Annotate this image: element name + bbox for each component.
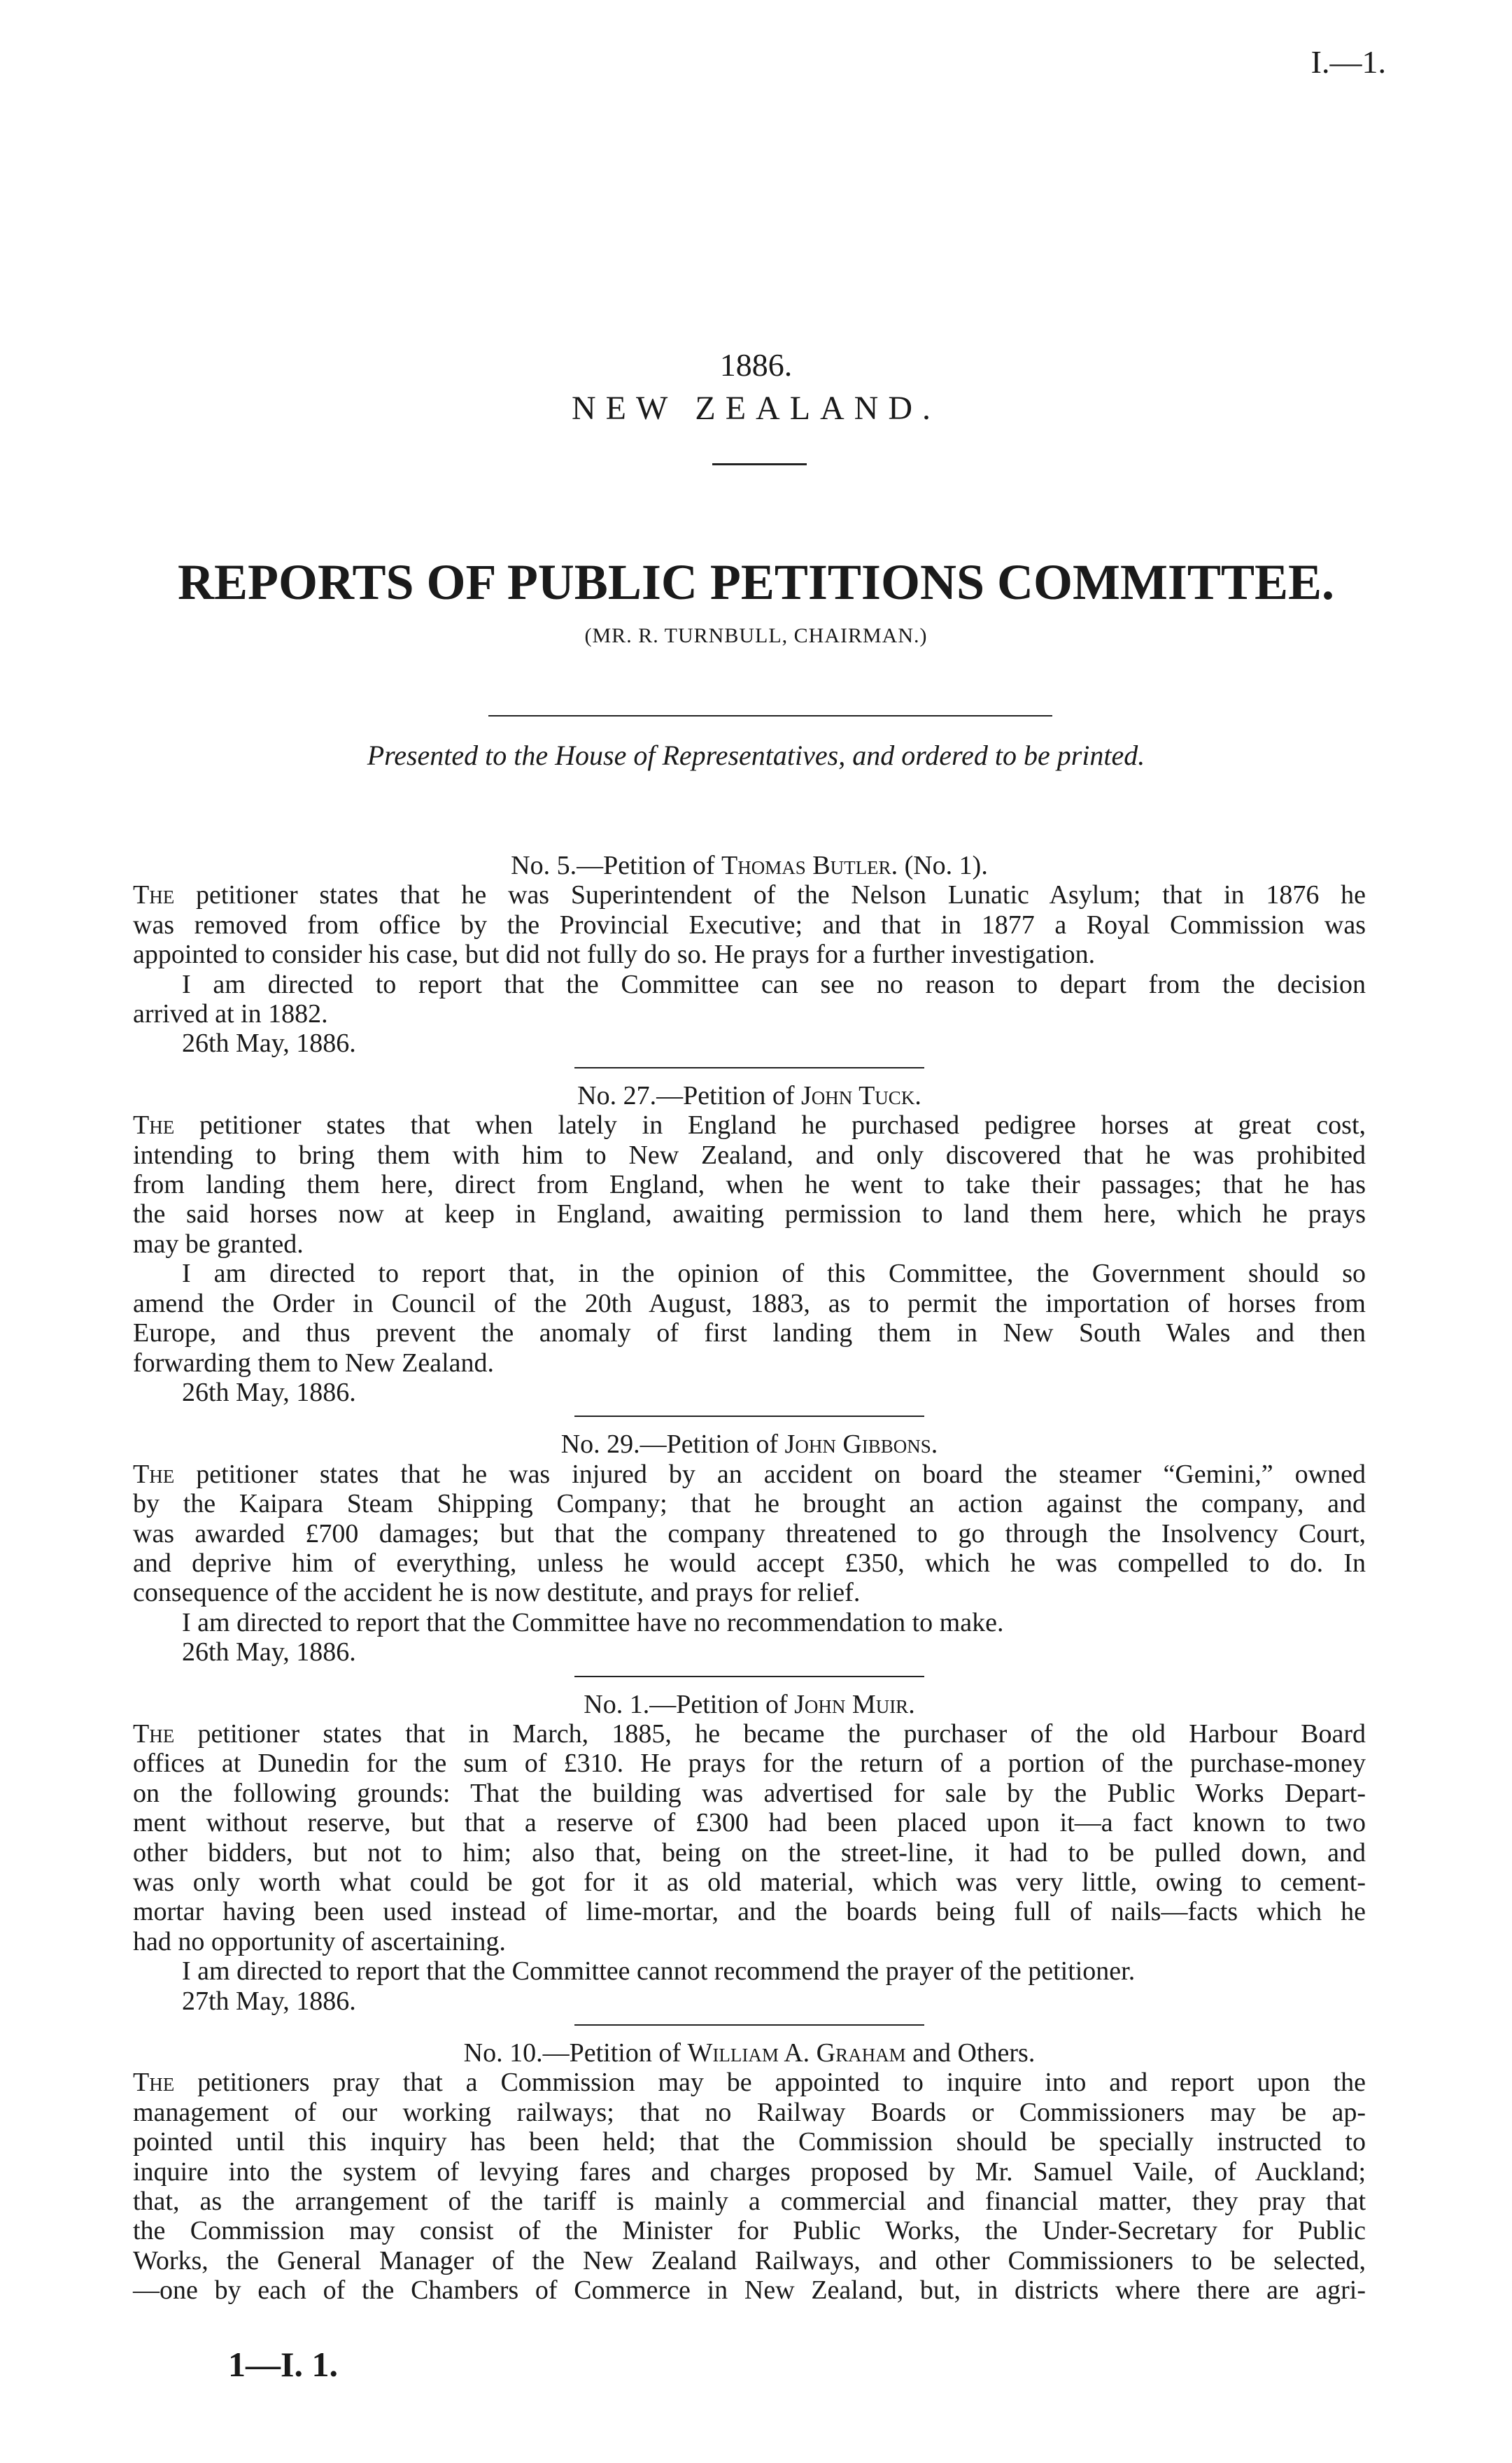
text-line: [133, 1318, 1366, 1348]
section-divider: [574, 2024, 924, 2026]
text-line: [133, 2068, 1366, 2097]
line-text: consequence of the accident he is now destitute, and prays for relief.: [133, 1578, 861, 1608]
line-text: from landing them here, direct from England, when he went to take their passages; that he has: [133, 1170, 1366, 1200]
line-text: petitioners pray that a Commission may be appointed to inquire into and report upon the: [174, 2068, 1366, 2098]
heading-suffix: . (No. 1).: [891, 851, 988, 880]
petitioner-name: John Tuck: [801, 1080, 915, 1110]
heading-prefix: No. 29.—Petition of: [560, 1430, 785, 1460]
line-text: Works, the General Manager of the New Zealand Railways, and other Commissioners to be selected,: [133, 2245, 1366, 2275]
text-line: [133, 1868, 1366, 1897]
petition-section: [133, 1430, 1366, 1667]
heading-prefix: No. 5.—Petition of: [511, 851, 721, 880]
text-line: [133, 1749, 1366, 1778]
country: NEW ZEALAND.: [571, 390, 941, 427]
line-text: petitioner states that when lately in England he purchased pedigree horses at great cost,: [174, 1110, 1366, 1141]
line-text: I am directed to report that the Committee have no recommendation to make.: [182, 1607, 1004, 1637]
line-text: by the Kaipara Steam Shipping Company; that he brought an action against the company, and: [133, 1489, 1366, 1519]
text-line: [133, 1578, 1366, 1607]
heading-prefix: No. 10.—Petition of: [463, 2038, 688, 2068]
report-date: 26th May, 1886.: [182, 1637, 356, 1667]
text-line: [133, 1838, 1366, 1868]
section-divider: [574, 1416, 924, 1417]
section-divider: [574, 1676, 924, 1677]
text-line: [133, 2216, 1366, 2245]
text-line: [133, 2275, 1366, 2305]
text-line: [133, 1927, 1366, 1956]
text-line: [133, 1259, 1366, 1288]
line-text: other bidders, but not to him; also that, being on the street-line, it had to be pulled down, and: [133, 1837, 1366, 1868]
text-line: [133, 999, 1366, 1029]
line-text: pointed until this inquiry has been held; that the Commission should be specially instructed to: [133, 2127, 1366, 2157]
text-line: [133, 910, 1366, 940]
text-line: [133, 1719, 1366, 1749]
line-text: on the following grounds: That the building was advertised for sale by the Public Works Depart-: [133, 1778, 1366, 1808]
text-line: [133, 970, 1366, 999]
text-line: [133, 880, 1366, 910]
line-text: management of our working railways; that no Railway Boards or Commissioners may be ap-: [133, 2097, 1366, 2127]
lead-word: The: [133, 1459, 175, 1489]
text-line: [133, 1289, 1366, 1318]
petition-heading: [133, 851, 1366, 880]
line-text: was removed from office by the Provincial Executive; and that in 1877 a Royal Commission was: [133, 910, 1366, 940]
line-text: may be granted.: [133, 1229, 304, 1259]
text-line: [133, 940, 1366, 969]
report-date: 26th May, 1886.: [182, 1029, 356, 1059]
heading-prefix: No. 27.—Petition of: [577, 1080, 801, 1110]
line-text: intending to bring them with him to New Zealand, and only discovered that he was prohibited: [133, 1140, 1366, 1170]
section-divider: [574, 1067, 924, 1068]
chairman-line: (MR. R. TURNBULL, CHAIRMAN.): [584, 624, 928, 647]
page-footer-signature: 1—I. 1.: [228, 2345, 338, 2384]
line-text: inquire into the system of levying fares and charges proposed by Mr. Samuel Vaile, of Auckland;: [133, 2157, 1366, 2187]
heading-suffix: and Others.: [905, 2038, 1036, 2068]
heading-prefix: No. 1.—Petition of: [584, 1689, 795, 1719]
line-text: the Commission may consist of the Minister for Public Works, the Under-Secretary for Public: [133, 2216, 1366, 2246]
year: 1886.: [719, 347, 793, 383]
petition-heading: [133, 2038, 1366, 2068]
text-line: [133, 1348, 1366, 1378]
petitioner-name: Thomas Butler: [721, 851, 891, 880]
lead-word: The: [133, 1110, 175, 1141]
petition-heading: [133, 1081, 1366, 1110]
text-line: [133, 2157, 1366, 2187]
line-text: was only worth what could be got for it as old material, which was very little, owing to cement-: [133, 1868, 1366, 1897]
line-text: mortar having been used instead of lime-mortar, and the boards being full of nails—facts which he: [133, 1897, 1366, 1927]
presented-line: Presented to the House of Representatives, and ordered to be printed.: [367, 740, 1145, 771]
text-line: [133, 2187, 1366, 2216]
lead-word: The: [133, 880, 175, 910]
line-text: ment without reserve, but that a reserve of £300 had been placed upon it—a fact known to two: [133, 1808, 1366, 1838]
text-line: [133, 1489, 1366, 1518]
line-text: I am directed to report that, in the opinion of this Committee, the Government should so: [182, 1259, 1366, 1289]
text-line: [133, 2127, 1366, 2157]
text-line: [133, 1808, 1366, 1837]
page-reference: I.—1.: [1310, 44, 1386, 80]
divider: [712, 463, 807, 465]
heading-suffix: .: [914, 1080, 921, 1110]
line-text: I am directed to report that the Committee can see no reason to depart from the decision: [182, 969, 1366, 999]
document-title: REPORTS OF PUBLIC PETITIONS COMMITTEE.: [177, 554, 1335, 610]
petitioner-name: William A. Graham: [687, 2038, 906, 2068]
text-line: [133, 2098, 1366, 2127]
text-line: [133, 1141, 1366, 1170]
text-line: [133, 1229, 1366, 1259]
line-text: had no opportunity of ascertaining.: [133, 1926, 506, 1956]
line-text: Europe, and thus prevent the anomaly of first landing them in New South Wales and then: [133, 1318, 1366, 1348]
divider: [488, 715, 1052, 717]
report-date: 27th May, 1886.: [182, 1986, 356, 2016]
line-text: that, as the arrangement of the tariff is mainly a commercial and financial matter, they pray that: [133, 2187, 1366, 2217]
petitioner-name: John Muir: [794, 1689, 909, 1719]
petition-section: [133, 1690, 1366, 2016]
line-text: amend the Order in Council of the 20th August, 1883, as to permit the importation of horses from: [133, 1288, 1366, 1318]
petition-section: [133, 1081, 1366, 1407]
line-text: petitioner states that in March, 1885, he became the purchaser of the old Harbour Board: [174, 1719, 1366, 1749]
petition-heading: [133, 1690, 1366, 1719]
line-text: petitioner states that he was Superintendent of the Nelson Lunatic Asylum; that in 1876 he: [174, 880, 1366, 910]
heading-suffix: .: [931, 1430, 938, 1460]
petition-heading: [133, 1430, 1366, 1459]
petitions-body: [133, 851, 1366, 2306]
text-line: [133, 1519, 1366, 1548]
petitioner-name: John Gibbons: [784, 1430, 931, 1460]
line-text: I am directed to report that the Committee cannot recommend the prayer of the petitioner.: [182, 1956, 1136, 1986]
text-line: [133, 1779, 1366, 1808]
line-text: appointed to consider his case, but did not fully do so. He prays for a further investigation.: [133, 940, 1096, 970]
line-text: arrived at in 1882.: [133, 999, 328, 1029]
text-line: [133, 1897, 1366, 1926]
text-line: [133, 2246, 1366, 2275]
text-line: [133, 1199, 1366, 1229]
petition-section: [133, 851, 1366, 1059]
report-date: 26th May, 1886.: [182, 1377, 356, 1407]
line-text: —one by each of the Chambers of Commerce in New Zealand, but, in districts where there are agri-: [133, 2275, 1366, 2306]
line-text: and deprive him of everything, unless he would accept £350, which he was compelled to do. In: [133, 1548, 1366, 1578]
lead-word: The: [133, 2068, 175, 2098]
text-line: [133, 1110, 1366, 1140]
line-text: was awarded £700 damages; but that the company threatened to go through the Insolvency Court,: [133, 1518, 1366, 1548]
petition-section: [133, 2038, 1366, 2306]
line-text: the said horses now at keep in England, awaiting permission to land them here, which he prays: [133, 1199, 1366, 1229]
lead-word: The: [133, 1719, 175, 1749]
text-line: [133, 1548, 1366, 1578]
heading-suffix: .: [908, 1689, 915, 1719]
line-text: offices at Dunedin for the sum of £310. He prays for the return of a portion of the purchase-money: [133, 1749, 1366, 1779]
line-text: forwarding them to New Zealand.: [133, 1348, 494, 1378]
text-line: [133, 1460, 1366, 1489]
line-text: petitioner states that he was injured by an accident on board the steamer “Gemini,” owned: [174, 1459, 1366, 1489]
text-line: [133, 1170, 1366, 1199]
text-line: [133, 1956, 1366, 1986]
text-line: [133, 1608, 1366, 1637]
